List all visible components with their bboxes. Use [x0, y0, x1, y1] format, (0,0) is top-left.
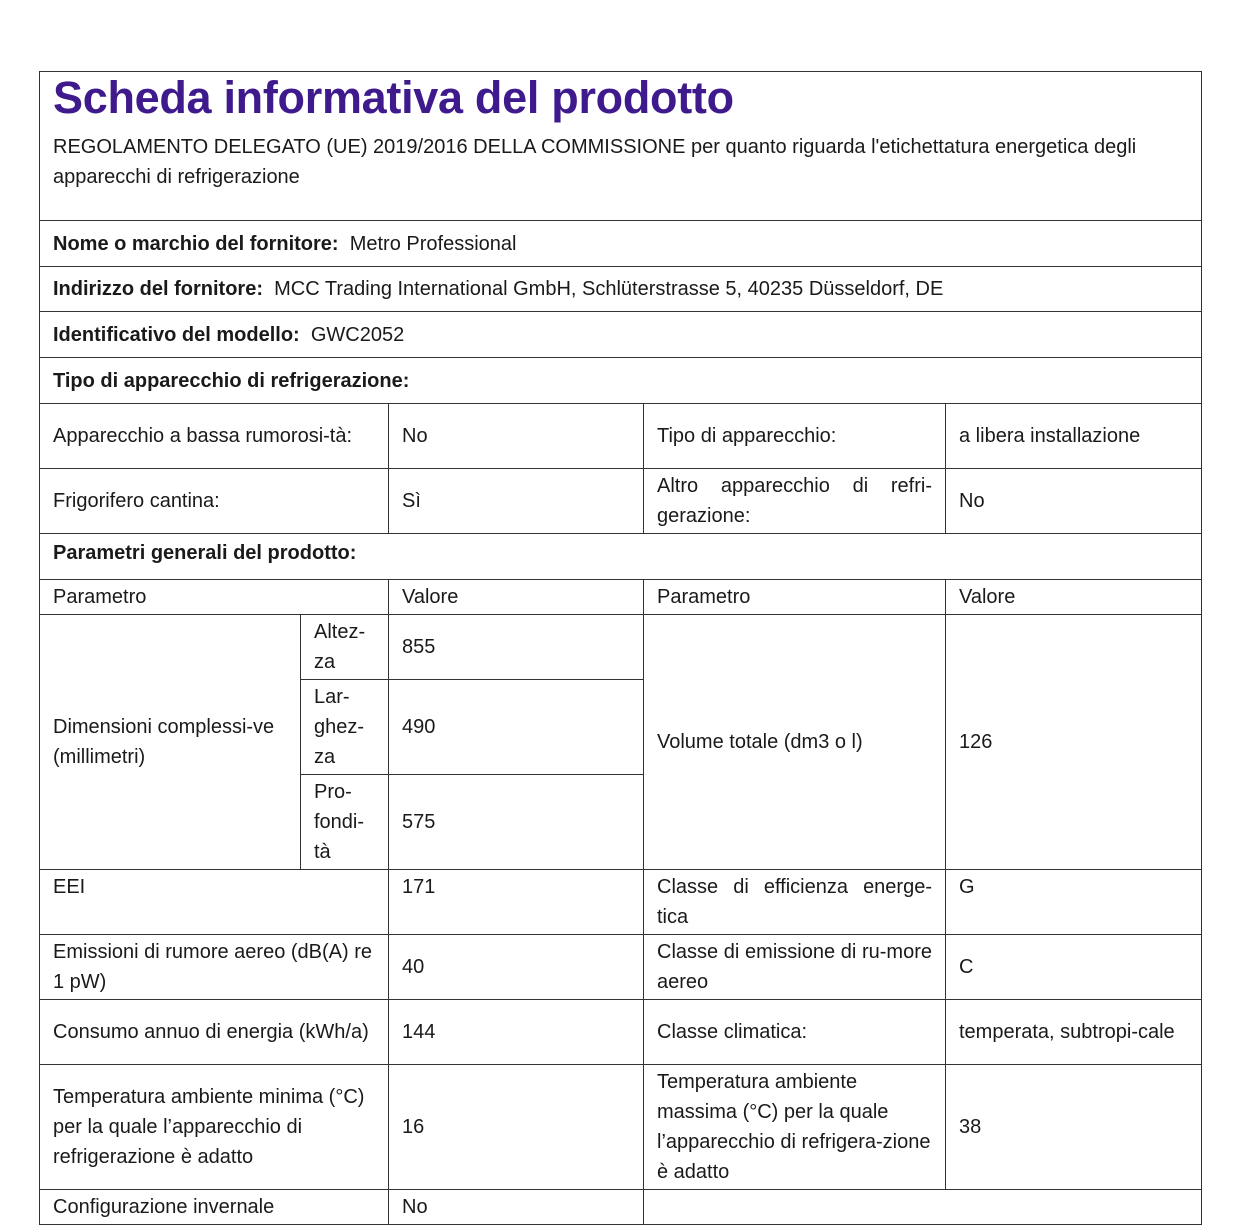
other-appliance-label: Altro apparecchio di refri-gerazione: [644, 469, 946, 534]
col-header-param-2: Parametro [644, 580, 946, 615]
noise-value: 40 [389, 935, 644, 1000]
energy-class-value: G [946, 870, 1202, 935]
supplier-address-value: MCC Trading International GmbH, Schlüterstrasse 5, 40235 Düsseldorf, DE [274, 278, 944, 300]
header-row [40, 72, 1202, 221]
noise-class-label: Classe di emissione di ru-more aereo [644, 935, 946, 1000]
low-noise-label: Apparecchio a bassa rumorosi-tà: [40, 404, 389, 469]
supplier-name-label: Nome o marchio del fornitore: [53, 232, 339, 255]
empty-cell [644, 1190, 1202, 1225]
product-info-sheet [39, 71, 1201, 1225]
width-label: Lar-ghez-za [301, 680, 389, 775]
climate-class-label: Classe climatica: [644, 1000, 946, 1065]
supplier-name-value: Metro Professional [349, 232, 517, 255]
appliance-type-heading: Tipo di apparecchio di refrigerazione: [40, 358, 1202, 404]
low-noise-value: No [389, 404, 644, 469]
depth-label: Pro-fondi-tà [301, 775, 389, 870]
eei-label: EEI [40, 870, 389, 935]
supplier-address-label: Indirizzo del fornitore: [53, 278, 263, 300]
volume-label: Volume totale (dm3 o l) [644, 615, 946, 870]
climate-class-value: temperata, subtropi-cale [946, 1000, 1202, 1065]
col-header-param-1: Parametro [40, 580, 389, 615]
wine-cooler-value: Sì [389, 469, 644, 534]
model-label: Identificativo del modello: [53, 323, 300, 346]
max-temperature-label: Temperatura ambiente massima (°C) per la quale l’apparecchio di refrigera-zione è adatto [644, 1065, 946, 1190]
appliance-type-heading-row [40, 358, 1202, 404]
winter-config-value: No [389, 1190, 644, 1225]
appliance-type-label: Tipo di apparecchio: [644, 404, 946, 469]
model-row [40, 312, 1202, 358]
col-header-value-2: Valore [946, 580, 1202, 615]
appliance-row-1 [40, 404, 1202, 469]
max-temperature-value: 38 [946, 1065, 1202, 1190]
noise-class-value: C [946, 935, 1202, 1000]
width-value: 490 [389, 680, 644, 775]
dimension-height-row [40, 615, 1202, 680]
model-value: GWC2052 [310, 323, 405, 346]
noise-label: Emissioni di rumore aereo (dB(A) re 1 pW) [40, 935, 389, 1000]
energy-class-label: Classe di efficienza energe-tica [644, 870, 946, 935]
column-header-row [40, 580, 1202, 615]
appliance-row-2 [40, 469, 1202, 534]
temperature-row [40, 1065, 1202, 1190]
dimensions-label: Dimensioni complessi-ve (millimetri) [40, 615, 301, 870]
eei-row [40, 870, 1202, 935]
consumption-label: Consumo annuo di energia (kWh/a) [40, 1000, 389, 1065]
product-info-table [39, 71, 1202, 1225]
depth-value: 575 [389, 775, 644, 870]
general-heading-row [40, 534, 1202, 580]
regulation-subtitle: REGOLAMENTO DELEGATO (UE) 2019/2016 DELLA COMMISSIONE per quanto riguarda l'etichettatura energetica degli apparecchi di refrigerazione [53, 136, 1137, 188]
min-temperature-value: 16 [389, 1065, 644, 1190]
supplier-address-row [40, 267, 1202, 312]
supplier-name-row [40, 221, 1202, 267]
consumption-row [40, 1000, 1202, 1065]
winter-config-label: Configurazione invernale [40, 1190, 389, 1225]
noise-row [40, 935, 1202, 1000]
winter-row [40, 1190, 1202, 1225]
min-temperature-label: Temperatura ambiente minima (°C) per la quale l’apparecchio di refrigerazione è adatto [40, 1065, 389, 1190]
height-label: Altez-za [301, 615, 389, 680]
supplier-address-cell [40, 267, 1202, 312]
appliance-type-value: a libera installazione [946, 404, 1202, 469]
wine-cooler-label: Frigorifero cantina: [40, 469, 389, 534]
consumption-value: 144 [389, 1000, 644, 1065]
supplier-name-cell [40, 221, 1202, 267]
model-cell [40, 312, 1202, 358]
sheet-title: Scheda informativa del prodotto [53, 72, 734, 123]
header-cell [40, 72, 1202, 221]
other-appliance-value: No [946, 469, 1202, 534]
volume-value: 126 [946, 615, 1202, 870]
height-value: 855 [389, 615, 644, 680]
eei-value: 171 [389, 870, 644, 935]
general-params-heading: Parametri generali del prodotto: [40, 534, 1202, 580]
col-header-value-1: Valore [389, 580, 644, 615]
